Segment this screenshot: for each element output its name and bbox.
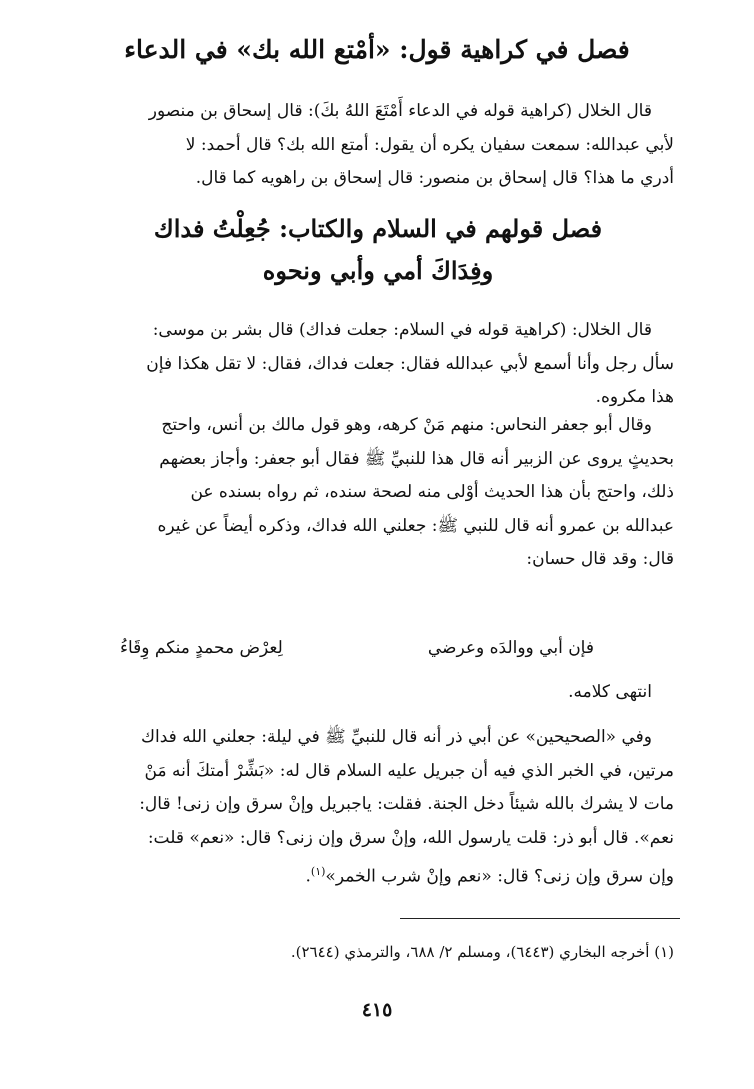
paragraph-line: قال: وقد قال حسان: [526, 549, 674, 569]
paragraph-line: وقال أبو جعفر النحاس: منهم مَنْ كرهه، وهو قول مالك بن أنس، واحتج [161, 415, 652, 435]
paragraph-2 [82, 314, 674, 415]
paragraph-line: ذلك، واحتج بأن هذا الحديث أوْلى منه لصحة سنده، ثم رواه بسنده عن [190, 482, 674, 502]
paragraph-line: بحديثٍ يروى عن الزبير أنه قال هذا للنبيِّ ﷺ فقال أبو جعفر: وأجاز بعضهم [159, 448, 674, 469]
paragraph-1 [82, 95, 674, 196]
paragraph-5 [82, 721, 674, 894]
paragraph-period: . [305, 866, 311, 887]
paragraph-line: مرتين، في الخبر الذي فيه أن جبريل عليه السلام قال له: «بَشِّرْ أمتكَ أنه مَنْ [144, 760, 674, 781]
paragraph-line: لأبي عبدالله: سمعت سفيان يكره أن يقول: أمتع الله بك؟ قال أحمد: لا [185, 134, 674, 155]
poetry-verse [120, 632, 594, 664]
paragraph-line: مات لا يشرك بالله شيئاً دخل الجنة. فقلت: ياجبريل وإنْ سرق وإن زنى! قال: [139, 794, 674, 814]
paragraph-4 [82, 676, 674, 710]
paragraph-line [82, 855, 674, 894]
heading-line: فصل قولهم في السلام والكتاب: جُعِلْتُ فداك [153, 214, 603, 243]
page-number: ٤١٥ [361, 999, 393, 1021]
verse-hemistich-second: لِعرْض محمدٍ منكم وِقَاءُ [120, 638, 283, 658]
paragraph-line: انتهى كلامه. [568, 682, 652, 702]
footnote-marker: (١) [310, 865, 326, 878]
paragraph-line: أدري ما هذا؟ قال إسحاق بن منصور: قال إسحاق بن راهويه كما قال. [195, 168, 674, 188]
paragraph-line: وفي «الصحيحين» عن أبي ذر أنه قال للنبيِّ ﷺ في ليلة: جعلني الله فداك [141, 727, 652, 747]
section-heading-2 [82, 208, 674, 292]
paragraph-line: هذا مكروه. [595, 387, 674, 407]
paragraph-line: قال الخلال (كراهية قوله في الدعاء أَمْتَعَ اللهُ بكَ): قال إسحاق بن منصور [148, 101, 652, 121]
verse-hemistich-first: فإن أبي ووالدَه وعرضي [427, 638, 594, 658]
paragraph-line: سأل رجل وأنا أسمع لأبي عبدالله فقال: جعلت فداك، فقال: لا تقل هكذا فإن [146, 353, 674, 374]
paragraph-text: وإن سرق وإن زنى؟ قال: «نعم وإنْ شرب الخمر» [325, 866, 674, 887]
paragraph-line: نعم». قال أبو ذر: قلت يارسول الله، وإنْ سرق وإن زنى؟ قال: «نعم» قلت: [147, 827, 674, 848]
footnote-divider [400, 918, 680, 919]
section-heading-1: فصل في كراهية قول: «أمْتع الله بك» في الدعاء [124, 35, 630, 64]
footnote: (١) أخرجه البخاري (٦٤٤٣)، ومسلم ٢/ ٦٨٨، والترمذي (٢٦٤٤). [290, 943, 674, 961]
heading-line: وفِدَاكَ أمي وأبي ونحوه [262, 256, 494, 285]
paragraph-line: قال الخلال: (كراهية قوله في السلام: جعلت فداك) قال بشر بن موسى: [152, 320, 652, 340]
paragraph-3 [82, 409, 674, 577]
paragraph-line: عبدالله بن عمرو أنه قال للنبي ﷺ: جعلني الله فداك، وذكره أيضاً عن غيره [157, 515, 674, 536]
